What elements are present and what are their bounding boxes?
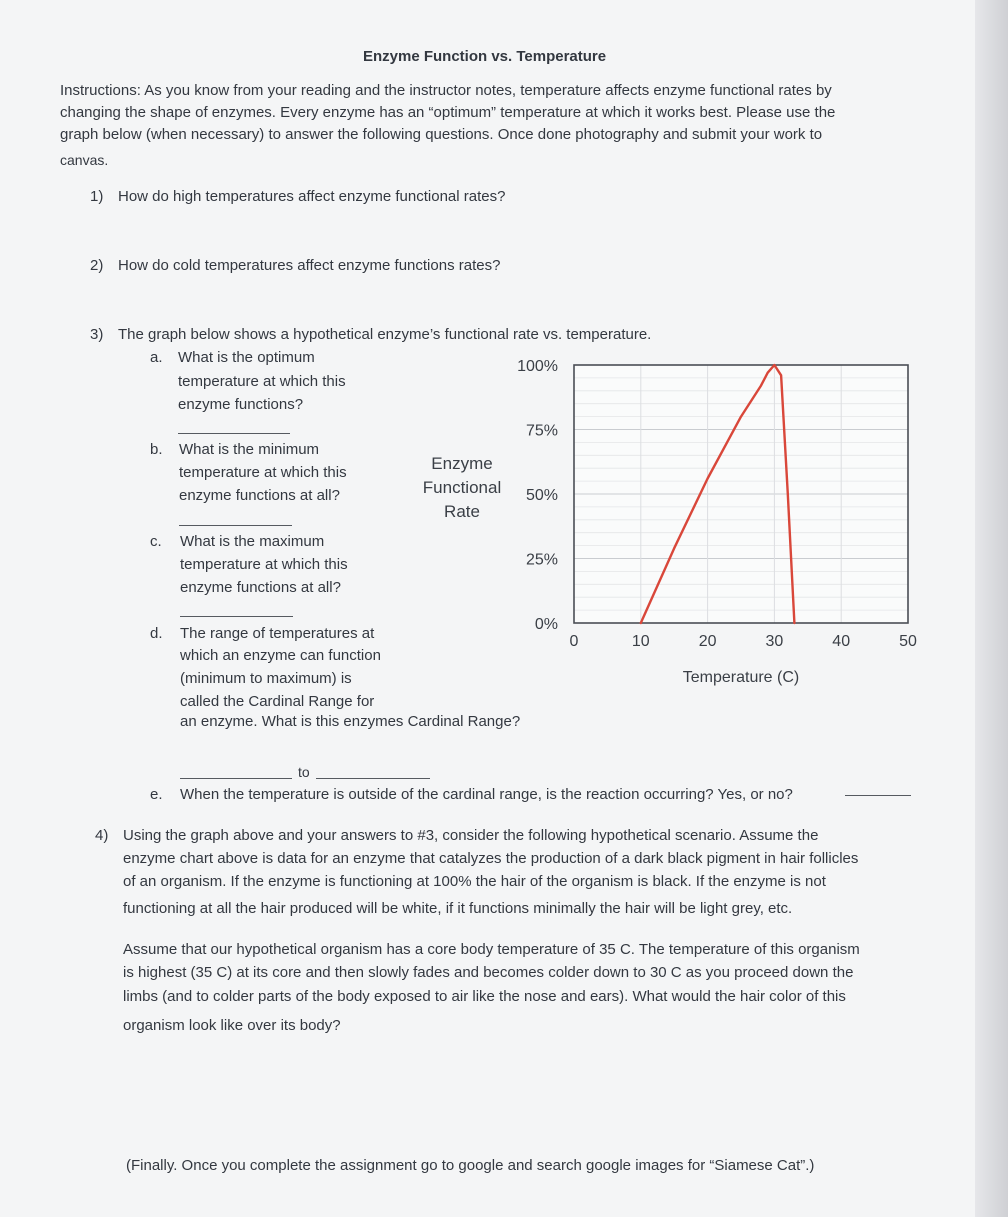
q3d-line: called the Cardinal Range for [180,693,375,710]
instructions-line: Instructions: As you know from your reading and the instructor notes, temperature affects enzyme functional rates by [60,82,832,99]
q3d-min-answer-blank[interactable] [180,778,292,779]
q1-number: 1) [90,188,104,205]
q3b-letter: b. [150,441,163,458]
enzyme-rate-chart [422,355,917,695]
q3e-answer-blank[interactable] [845,795,911,796]
q3a-line: temperature at which this [178,373,346,390]
q3a-answer-blank[interactable] [178,433,290,434]
q3c-line: enzyme functions at all? [180,579,341,596]
q4-p2-line: Assume that our hypothetical organism has a core body temperature of 35 C. The temperature of this organism [123,941,860,958]
final-note: (Finally. Once you complete the assignment go to google and search google images for “Siamese Cat”.) [126,1157,815,1174]
q4-number: 4) [95,827,109,844]
instructions-line: canvas. [60,152,109,168]
q3d-letter: d. [150,625,163,642]
q3d-line: an enzyme. What is this enzymes Cardinal Range? [180,713,521,730]
q4-p1-line: enzyme chart above is data for an enzyme that catalyzes the production of a dark black pigment in hair follicles [123,850,859,867]
q4-p2-line: limbs (and to colder parts of the body exposed to air like the nose and ears). What would the hair color of this [123,988,846,1005]
q3e-text: When the temperature is outside of the cardinal range, is the reaction occurring? Yes, or no? [180,786,793,803]
y-tick-label: 100% [517,358,558,375]
q3c-line: temperature at which this [180,556,348,573]
x-tick-label: 40 [832,633,851,650]
q3a-letter: a. [150,349,163,366]
y-axis-ticks [517,358,558,633]
q2-number: 2) [90,257,104,274]
y-axis-label-line: Enzyme [431,454,493,473]
q3d-line: (minimum to maximum) is [180,670,352,687]
page-edge-shadow [975,0,1008,1217]
q4-p2-line: organism look like over its body? [123,1017,341,1034]
q3b-line: enzyme functions at all? [179,487,340,504]
x-tick-label: 20 [698,633,717,650]
q3d-max-answer-blank[interactable] [316,778,430,779]
x-tick-label: 30 [765,633,784,650]
q3b-line: temperature at which this [179,464,347,481]
instructions-line: graph below (when necessary) to answer the following questions. Once done photography and submit your work to [60,126,823,143]
q3d-to-label: to [298,764,310,780]
q3c-line: What is the maximum [180,533,325,550]
instructions-line: changing the shape of enzymes. Every enzyme has an “optimum” temperature at which it works best. Please use the [60,104,836,121]
q3c-letter: c. [150,533,162,550]
y-axis-label-line: Functional [422,478,502,497]
q1-text: How do high temperatures affect enzyme functional rates? [118,188,506,205]
q3a-line: enzyme functions? [178,396,304,413]
q3a-line: What is the optimum [178,349,315,366]
page-title: Enzyme Function vs. Temperature [363,48,607,65]
y-tick-label: 75% [525,422,558,440]
q3b-answer-blank[interactable] [179,525,292,526]
x-axis-label: Temperature (C) [682,669,800,686]
q4-p2-line: is highest (35 C) at its core and then slowly fades and becomes colder down to 30 C as you proceed down the [123,964,854,981]
y-tick-label: 50% [525,487,558,504]
q3-number: 3) [90,326,104,343]
x-tick-label: 50 [899,633,917,650]
q2-text: How do cold temperatures affect enzyme functions rates? [118,257,501,274]
x-tick-label: 10 [631,633,650,650]
q4-p1-line: functioning at all the hair produced will be white, if it functions minimally the hair will be light grey, etc. [123,900,793,917]
q4-p1-line: of an organism. If the enzyme is functioning at 100% the hair of the organism is black. If the enzyme is not [123,873,826,890]
q3d-line: which an enzyme can function [180,647,381,664]
q3b-line: What is the minimum [179,441,320,458]
q3e-letter: e. [150,786,163,803]
y-axis-label-line: Rate [444,502,480,521]
q3c-answer-blank[interactable] [180,616,293,617]
q3d-line: The range of temperatures at [180,625,375,642]
y-tick-label: 0% [534,616,558,633]
y-tick-label: 25% [525,551,558,569]
q4-p1-line: Using the graph above and your answers to #3, consider the following hypothetical scenario. Assume the [123,827,819,844]
x-axis-ticks [570,633,917,650]
x-tick-label: 0 [569,633,579,650]
chart-grid [574,365,908,623]
q3-text: The graph below shows a hypothetical enzyme’s functional rate vs. temperature. [118,326,652,343]
